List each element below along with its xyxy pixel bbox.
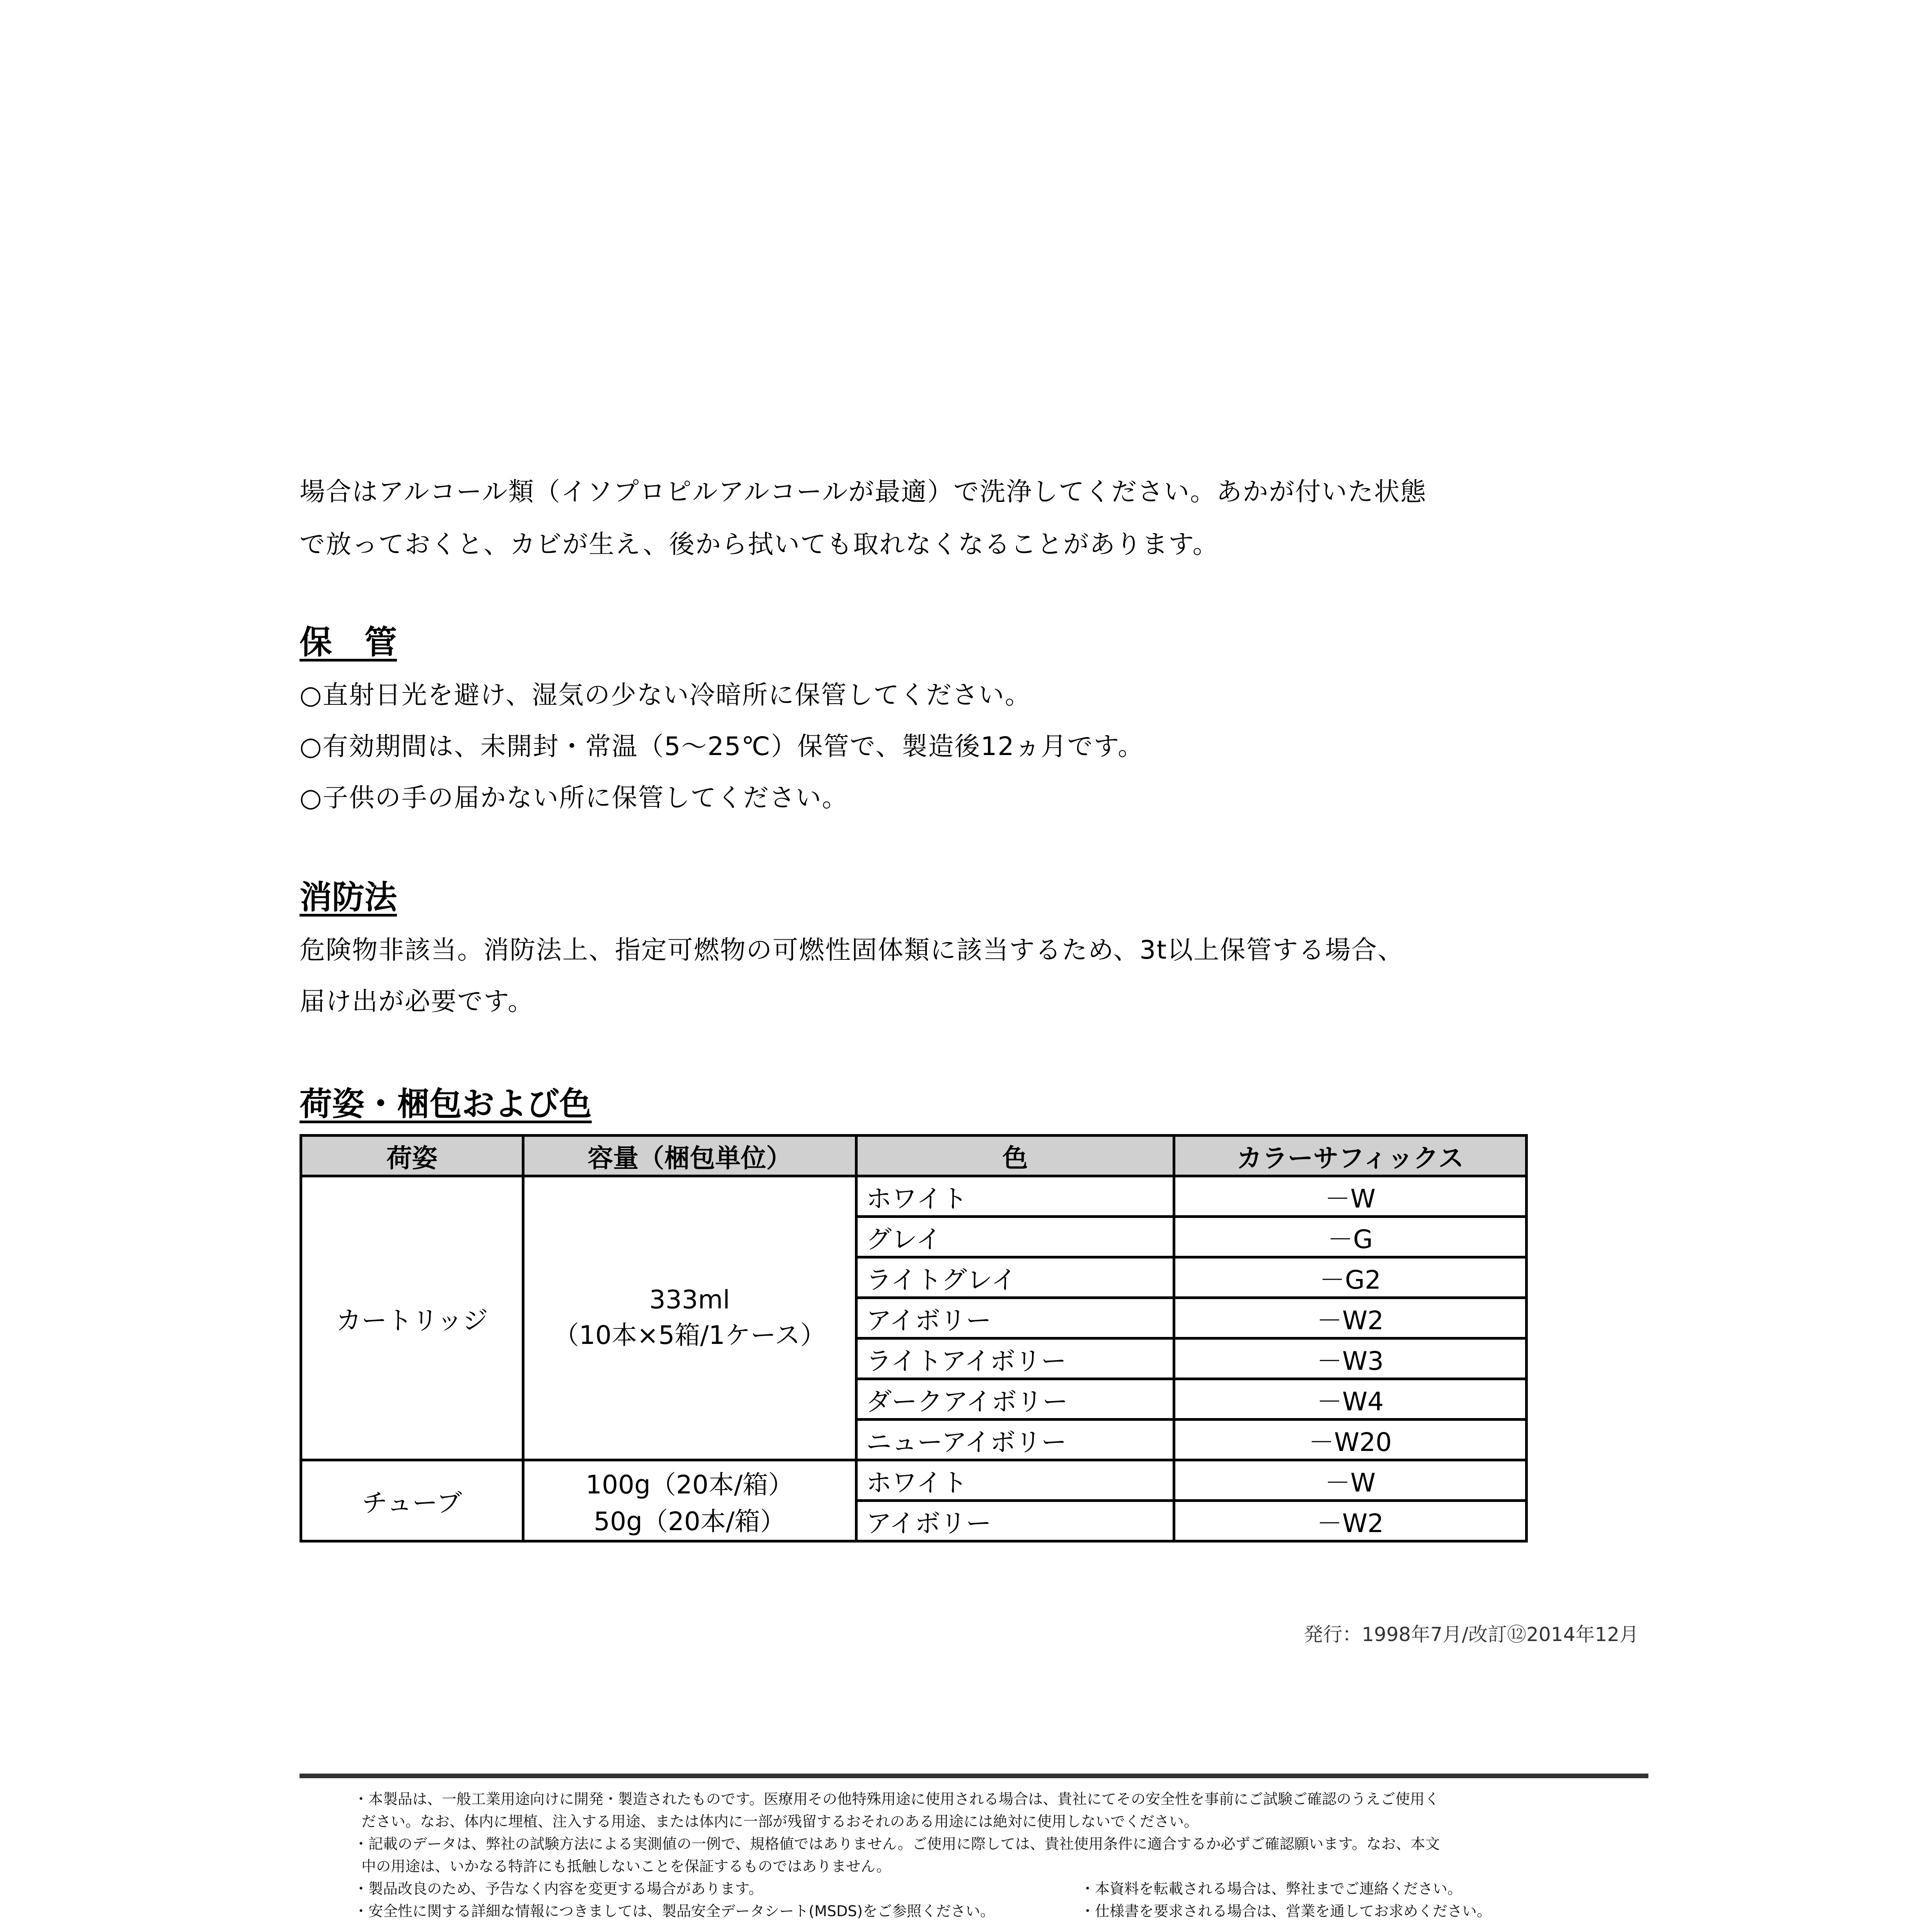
color-cell: アイボリー xyxy=(856,1298,1174,1338)
color-cell: ホワイト xyxy=(856,1460,1174,1501)
table-header-row xyxy=(301,1136,1527,1176)
tube-type: チューブ xyxy=(301,1460,523,1541)
cartridge-type: カートリッジ xyxy=(301,1176,523,1460)
color-cell: グレイ xyxy=(856,1217,1174,1257)
disclaimer-line: ・記載のデータは、弊社の試験方法による実測値の一例で、規格値ではありません。ご使用に際しては、貴社使用条件に適合するか必ずご確認願います。なお、本文 xyxy=(354,1835,1440,1852)
suffix-cell: －W3 xyxy=(1174,1338,1527,1379)
table-row xyxy=(301,1176,1527,1217)
disclaimer-line: ・製品改良のため、予告なく内容を変更する場合があります。 xyxy=(354,1880,763,1897)
storage-item: ○子供の手の届かない所に保管してください。 xyxy=(300,783,848,813)
capacity-line: 100g（20本/箱） xyxy=(586,1469,794,1500)
table-row xyxy=(301,1460,1527,1501)
disclaimer-line: ・本資料を転載される場合は、弊社までご連絡ください。 xyxy=(1080,1880,1462,1897)
disclaimer-line: ・仕様書を要求される場合は、営業を通してお求めください。 xyxy=(1080,1903,1492,1920)
capacity-line: （10本×5箱/1ケース） xyxy=(553,1320,826,1350)
tube-capacity xyxy=(523,1460,856,1541)
capacity-line: 333ml xyxy=(649,1285,730,1315)
suffix-cell: －G2 xyxy=(1174,1257,1527,1298)
suffix-cell: －W xyxy=(1174,1460,1527,1501)
storage-item: ○有効期間は、未開封・常温（5～25℃）保管で、製造後12ヵ月です。 xyxy=(300,731,1144,761)
fire-law-text: 危険物非該当。消防法上、指定可燃物の可燃性固体類に該当するため、3t以上保管する場合、 xyxy=(300,935,1404,965)
suffix-cell: －G xyxy=(1174,1217,1527,1257)
intro-line: 場合はアルコール類（イソプロピルアルコールが最適）で洗浄してください。あかが付いた状態 xyxy=(300,477,1427,507)
header-package: 荷姿 xyxy=(301,1136,523,1176)
intro-line: で放っておくと、カビが生え、後から拭いても取れなくなることがあります。 xyxy=(300,529,1219,559)
fire-law-heading: 消防法 xyxy=(300,878,397,916)
disclaimer-line: ・安全性に関する詳細な情報につきましては、製品安全データシート(MSDS)をご参照ください。 xyxy=(354,1903,995,1920)
color-cell: ニューアイボリー xyxy=(856,1420,1174,1460)
suffix-cell: －W2 xyxy=(1174,1298,1527,1338)
suffix-cell: －W2 xyxy=(1174,1501,1527,1541)
header-suffix: カラーサフィックス xyxy=(1174,1136,1527,1176)
color-cell: ライトグレイ xyxy=(856,1257,1174,1298)
suffix-cell: －W4 xyxy=(1174,1379,1527,1420)
intro-paragraph xyxy=(300,466,1652,571)
disclaimer-line: ださい。なお、体内に埋植、注入する用途、または体内に一部が残留するおそれのある用途には絶対に使用しないでください。 xyxy=(361,1813,1199,1830)
storage-item: ○直射日光を避け、湿気の少ない冷暗所に保管してください。 xyxy=(300,680,1031,710)
color-cell: ライトアイボリー xyxy=(856,1338,1174,1379)
color-cell: ダークアイボリー xyxy=(856,1379,1174,1420)
color-cell: アイボリー xyxy=(856,1501,1174,1541)
cartridge-capacity xyxy=(523,1176,856,1460)
packaging-table xyxy=(300,1134,1528,1543)
color-cell: ホワイト xyxy=(856,1176,1174,1217)
suffix-cell: －W xyxy=(1174,1176,1527,1217)
header-capacity: 容量（梱包単位） xyxy=(523,1136,856,1176)
fire-law-text: 届け出が必要です。 xyxy=(300,986,534,1016)
suffix-cell: －W20 xyxy=(1174,1420,1527,1460)
issue-note: 発行：1998年7月/改訂⑫2014年12月 xyxy=(1304,1623,1639,1646)
packaging-heading: 荷姿・梱包および色 xyxy=(300,1085,592,1123)
divider-top xyxy=(300,1774,1648,1778)
capacity-line: 50g（20本/箱） xyxy=(594,1506,786,1536)
disclaimer-line: 中の用途は、いかなる特許にも抵触しないことを保証するものではありません。 xyxy=(361,1858,891,1875)
header-color: 色 xyxy=(856,1136,1174,1176)
disclaimer-line: ・本製品は、一般工業用途向けに開発・製造されたものです。医療用その他特殊用途に使用される場合は、貴社にてその安全性を事前にご試験ご確認のうえご使用く xyxy=(354,1791,1439,1808)
storage-heading: 保 管 xyxy=(300,623,397,661)
